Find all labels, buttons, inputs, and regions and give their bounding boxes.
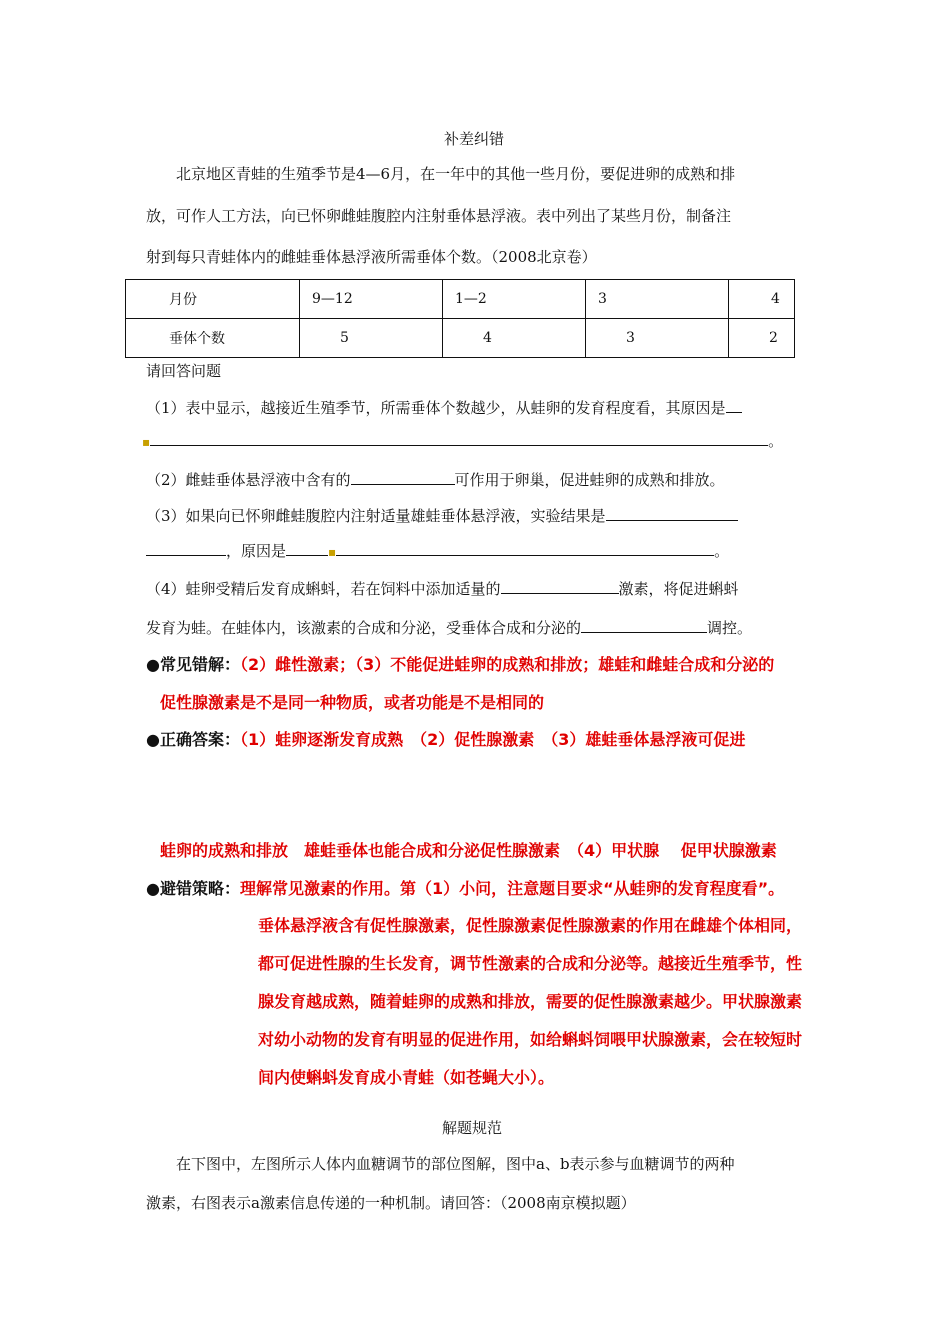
table-cell: 垂体个数	[126, 319, 300, 358]
answer-blank	[286, 541, 328, 556]
question-3-text-b: ，原因是	[226, 542, 287, 560]
answer-blank	[581, 618, 707, 633]
answer-blank	[726, 398, 742, 413]
strategy-text-6: 间内使蝌蚪发育成小青蛙（如苍蝇大小）。	[258, 1068, 555, 1087]
question-1	[146, 397, 742, 418]
question-4-line-2	[146, 617, 752, 638]
strategy-text-5: 对幼小动物的发育有明显的促进作用，如给蝌蚪饲喂甲状腺激素，会在较短时	[258, 1030, 803, 1049]
section-2-line-2: 激素，右图表示a激素信息传递的一种机制。请回答：（2008南京模拟题）	[146, 1194, 636, 1212]
table-cell: 4	[443, 319, 586, 358]
answer-blank	[501, 579, 619, 594]
correct-answer-text: （1）蛙卵逐渐发育成熟 （2）促性腺激素 （3）雄蛙垂体悬浮液可促进	[239, 730, 746, 749]
question-3-text-a: （3）如果向已怀卵雌蛙腹腔内注射适量雄蛙垂体悬浮液，实验结果是	[146, 507, 606, 525]
strategy-label: ●避错策略：	[146, 879, 240, 898]
question-3	[146, 505, 738, 526]
intro-line-3: 射到每只青蛙体内的雌蛙垂体悬浮液所需垂体个数。（2008北京卷）	[146, 248, 597, 266]
question-4-text-a: （4）蛙卵受精后发育成蝌蚪，若在饲料中添加适量的	[146, 580, 501, 598]
question-4-text-b: 激素，将促进蝌蚪	[618, 580, 739, 598]
answer-blank	[606, 506, 738, 521]
question-4-text-d: 调控。	[707, 619, 753, 637]
question-2	[146, 469, 725, 490]
section-2-title: 解题规范	[442, 1119, 503, 1137]
correct-answer	[146, 727, 745, 750]
answer-blank	[336, 541, 714, 556]
intro-line-1: 北京地区青蛙的生殖季节是4—6月，在一年中的其他一些月份，要促进卵的成熟和排	[176, 165, 736, 183]
table-cell: 2	[729, 319, 795, 358]
question-1-text: （1）表中显示，越接近生殖季节，所需垂体个数越少，从蛙卵的发育程度看，其原因是	[146, 399, 726, 417]
common-errors	[146, 652, 774, 675]
answer-blank	[351, 470, 455, 485]
table-cell: 4	[729, 280, 795, 319]
question-2-text-b: 可作用于卵巢，促进蛙卵的成熟和排放。	[454, 471, 725, 489]
section-title: 补差纠错	[444, 130, 505, 148]
question-3-line-2	[146, 540, 729, 561]
strategy	[146, 876, 784, 899]
table-cell: 5	[300, 319, 443, 358]
table-row	[126, 280, 795, 319]
data-table	[125, 279, 795, 358]
question-2-text-a: （2）雌蛙垂体悬浮液中含有的	[146, 471, 351, 489]
table-cell: 9—12	[300, 280, 443, 319]
common-errors-text: （2）雌性激素；（3）不能促进蛙卵的成熟和排放；雄蛙和雌蛙合成和分泌的	[239, 655, 775, 674]
correct-answer-label: ●正确答案：	[146, 730, 240, 749]
question-1-end: 。	[768, 432, 784, 450]
question-3-end: 。	[714, 542, 730, 560]
strategy-text: 理解常见激素的作用。第（1）小问，注意题目要求“从蛙卵的发育程度看”。	[239, 879, 785, 898]
strategy-text-2: 垂体悬浮液含有促性腺激素，促性腺激素促性腺激素的作用在雌雄个体相同，	[258, 916, 803, 935]
table-cell: 月份	[126, 280, 300, 319]
question-4-text-c: 发育为蛙。在蛙体内，该激素的合成和分泌，受垂体合成和分泌的	[146, 619, 582, 637]
table-cell: 3	[586, 280, 729, 319]
table-cell: 1—2	[443, 280, 586, 319]
common-errors-label: ●常见错解：	[146, 655, 240, 674]
margin-mark: ▪	[142, 435, 151, 449]
correct-answer-text-2: 蛙卵的成熟和排放 雄蛙垂体也能合成和分泌促性腺激素 （4）甲状腺 促甲状腺激素	[160, 841, 777, 860]
table-row	[126, 319, 795, 358]
question-4	[146, 578, 739, 599]
margin-mark: ▪	[328, 545, 337, 559]
common-errors-text-2: 促性腺激素是不是同一种物质，或者功能是不是相同的	[160, 693, 545, 712]
table-cell: 3	[586, 319, 729, 358]
intro-line-2: 放，可作人工方法，向已怀卵雌蛙腹腔内注射垂体悬浮液。表中列出了某些月份，制备注	[146, 207, 732, 225]
strategy-text-3: 都可促进性腺的生长发育，调节性激素的合成和分泌等。越接近生殖季节，性	[258, 954, 803, 973]
question-prompt: 请回答问题	[146, 362, 222, 380]
section-2-line-1: 在下图中，左图所示人体内血糖调节的部位图解，图中a、b表示参与血糖调节的两种	[176, 1155, 735, 1173]
question-1-answer-line	[142, 430, 783, 451]
strategy-text-4: 腺发育越成熟，随着蛙卵的成熟和排放，需要的促性腺激素越少。甲状腺激素	[258, 992, 803, 1011]
answer-blank	[150, 431, 768, 446]
answer-blank	[146, 541, 226, 556]
